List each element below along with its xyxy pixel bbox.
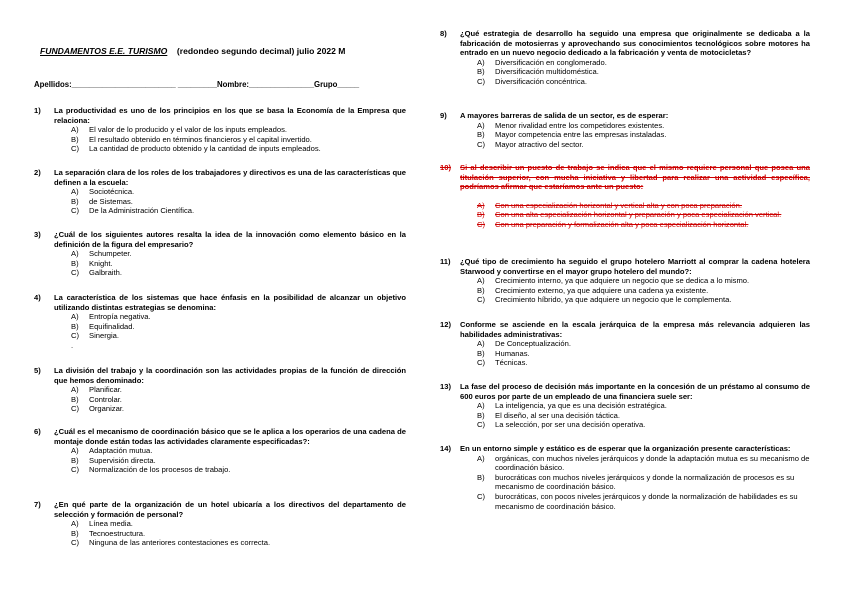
question-1 [34,106,406,154]
option-letter: B) [477,210,485,220]
question-5 [34,366,406,414]
option-text: La inteligencia, ya que es una decisión estratégica. [495,401,667,411]
option-text: El valor de lo producido y el valor de los inputs empleados. [89,125,287,135]
question-number: 6) [34,427,41,436]
option-text: Adaptación mutua. [89,446,153,456]
answer-option [71,322,406,332]
question-text: La característica de los sistemas que hace énfasis en la posibilidad de alcanzar un objetivo utilizando distintas estrategias se denomina: [54,293,406,312]
question-text: ¿Qué tipo de crecimiento ha seguido el grupo hotelero Marriott al comprar la cadena hotelera Starwood y convertirse en el mayor grupo hotelero del mundo?: [460,257,810,276]
option-text: Tecnoestructura. [89,528,146,538]
option-text: Técnicas. [495,358,528,368]
question-6 [34,427,406,475]
option-letter: C) [477,491,486,501]
answer-option [477,210,810,220]
option-letter: A) [477,339,485,349]
answer-option [477,77,810,87]
question-stem [440,111,810,121]
answer-option [477,286,810,296]
question-stem [34,168,406,187]
question-text: ¿Cuál es el mecanismo de coordinación básico que se le aplica a los operarios de una cadena de montaje donde están todas las actividades claramente especificadas?: [54,427,406,446]
student-fields: Apellidos:________________________ _________Nombre:_______________Grupo_____ [34,80,360,89]
option-text: Menor rivalidad entre los competidores existentes. [495,120,665,130]
question-10 [440,163,810,230]
answer-option [477,339,810,349]
question-text: La productividad es uno de los principios en los que se basa la Economía de la Empresa que relaciona: [54,106,406,125]
answer-option [71,268,406,278]
answer-option [477,121,810,131]
option-text: Mayor competencia entre las empresas instaladas. [495,130,667,140]
option-letter: A) [477,276,485,286]
option-text: Diversificación concéntrica. [495,76,588,86]
question-number: 8) [440,29,447,38]
option-letter: B) [477,67,485,77]
answer-option [71,331,406,341]
option-text: Equifinalidad. [89,321,135,331]
option-text: Diversificación multidoméstica. [495,67,599,77]
option-letter: A) [477,401,485,411]
answer-option [477,276,810,286]
option-letter: C) [71,538,80,548]
option-text: Diversificación en conglomerado. [495,57,607,67]
option-letter: C) [71,465,80,475]
question-11 [440,257,810,305]
question-stem [440,257,810,276]
question-stem [34,500,406,519]
option-letter: A) [477,453,485,463]
course-name: FUNDAMENTOS E.E. TURISMO [40,46,168,56]
option-text: Con una especialización horizontal y vertical alta y con poca preparación. [495,200,742,210]
question-text: Si al describir un puesto de trabajo se indica que el mismo requiere personal que posea una titulación superior, con mucha iniciativa y libertad para realizar una actividad específica, podríamos afirmar que estaríamos ante un puesto: [460,163,810,192]
option-text: Normalización de los procesos de trabajo. [89,465,231,475]
option-letter: C) [477,358,486,368]
option-text: burocráticas, con pocos niveles jerárquicos y donde la normalización de habilidades es su mecanismo de coordinación básico. [495,491,798,511]
exam-subtitle: (redondeo segundo decimal) julio 2022 M [176,46,346,56]
question-14 [440,444,810,511]
option-text: Línea media. [89,519,133,529]
option-text: Supervisión directa. [89,455,156,465]
answer-option [71,206,406,216]
option-letter: A) [71,385,79,395]
question-9 [440,111,810,149]
answer-option [71,395,406,405]
option-letter: B) [477,285,485,295]
question-stem [34,230,406,249]
option-letter: B) [71,196,79,206]
question-stem [34,106,406,125]
option-letter: B) [71,134,79,144]
option-text: Con una preparación y formalización alta y poca especialización horizontal. [495,219,749,229]
answer-option [477,401,810,411]
question-12 [440,320,810,368]
option-letter: B) [71,528,79,538]
answer-option [477,67,810,77]
option-text: Ninguna de las anteriores contestaciones es correcta. [89,538,271,548]
option-letter: C) [477,139,486,149]
answer-option [477,411,810,421]
answer-option [71,312,406,322]
question-stem [34,427,406,446]
option-letter: C) [71,331,80,341]
question-text: ¿Qué estrategia de desarrollo ha seguido una empresa que originalmente se dedicaba a la fabricación de motosierras y aprovechando sus conocimientos tecnológicos sobre motores ha entrado en un nuevo negocio dedicado a la fabricación y venta de motocicletas? [460,29,810,58]
question-stem [34,293,406,312]
question-number: 10) [440,163,451,172]
question-text: La separación clara de los roles de los trabajadores y directivos es una de las características que definen a la escuela: [54,168,407,187]
answer-option [477,140,810,150]
answer-option [477,454,810,473]
answer-option [71,446,406,456]
option-text: Schumpeter. [89,249,132,259]
option-text: El resultado obtenido en términos financieros y el capital invertido. [89,134,312,144]
option-letter: C) [477,420,486,430]
question-number: 3) [34,230,41,239]
option-letter: A) [477,57,485,67]
option-letter: C) [477,76,486,86]
answer-option [71,404,406,414]
option-text: Organizar. [89,404,125,414]
option-text: Crecimiento híbrido, ya que adquiere un negocio que le complementa. [495,295,732,305]
answer-option [71,456,406,466]
option-letter: B) [71,321,79,331]
answer-option [71,519,406,529]
question-3 [34,230,406,278]
question-stem [440,320,810,339]
question-number: 4) [34,293,41,302]
option-text: Sociotécnica. [89,187,135,197]
answer-option [477,473,810,492]
question-13 [440,382,810,430]
option-text: Entropía negativa. [89,312,151,322]
answer-option [477,420,810,430]
answer-option [477,349,810,359]
question-7 [34,500,406,548]
question-stem [440,163,810,192]
option-text: Knight. [89,258,113,268]
option-letter: C) [477,295,486,305]
question-text: En un entorno simple y estático es de esperar que la organización presente características: [460,444,791,453]
answer-option [71,249,406,259]
option-text: Con una alta especialización horizontal y preparación y poca especialización vertical. [495,210,782,220]
option-text: Controlar. [89,394,122,404]
option-letter: B) [71,394,79,404]
answer-option [71,144,406,154]
option-letter: A) [71,187,79,197]
question-4 [34,293,406,351]
question-number: 7) [34,500,41,509]
option-letter: C) [71,206,80,216]
option-letter: A) [71,125,79,135]
question-number: 13) [440,382,451,391]
option-text: orgánicas, con muchos niveles jerárquicos y donde la adaptación mutua es su mecanismo de coordinación básico. [495,453,810,473]
option-text: La cantidad de producto obtenido y la cantidad de inputs empleados. [89,144,321,154]
answer-option [71,125,406,135]
answer-option [477,201,810,211]
answer-option [477,130,810,140]
option-letter: B) [477,472,485,482]
answer-option [71,465,406,475]
option-text: de Sistemas. [89,196,133,206]
question-stem [440,444,810,454]
answer-option [71,135,406,145]
option-letter: C) [71,404,80,414]
question-stem [440,29,810,58]
option-letter: A) [71,519,79,529]
option-text: La selección, por ser una decisión operativa. [495,420,646,430]
question-number: 1) [34,106,41,115]
option-text: burocráticas con muchos niveles jerárquicos y donde la normalización de procesos es su mecanismo de coordinación básico. [495,472,795,492]
question-number: 5) [34,366,41,375]
question-2 [34,168,406,216]
option-letter: C) [71,144,80,154]
answer-option [477,358,810,368]
question-8 [440,29,810,87]
exam-title [40,46,345,56]
answer-option [71,197,406,207]
question-text: ¿En qué parte de la organización de un hotel ubicaría a los directivos del departamento de selección y formación de personal? [54,500,406,519]
option-text: De la Administración Científica. [89,206,195,216]
question-number: 14) [440,444,451,453]
option-text: Planificar. [89,385,122,395]
question-number: 2) [34,168,41,177]
answer-option [477,492,810,511]
question-text: La fase del proceso de decisión más importante en la concesión de un préstamo al consumo de 600 euros por parte de un empleado de una financiera suele ser: [460,382,810,401]
question-number: 9) [440,111,447,120]
option-letter: A) [71,312,79,322]
question-text: A mayores barreras de salida de un sector, es de esperar: [460,111,669,120]
option-letter: B) [477,348,485,358]
option-text: El diseño, al ser una decisión táctica. [495,410,620,420]
stray-dot: . [71,340,74,350]
option-text: Galbraith. [89,268,122,278]
option-letter: A) [71,249,79,259]
answer-option [71,538,406,548]
option-letter: B) [71,258,79,268]
option-letter: B) [477,410,485,420]
option-text: Crecimiento externo, ya que adquiere una cadena ya existente. [495,285,709,295]
question-number: 11) [440,257,451,266]
answer-option [71,529,406,539]
answer-option [477,58,810,68]
question-text: Conforme se asciende en la escala jerárquica de la empresa más relevancia adquieren las habilidades administrativas: [460,320,810,339]
option-text: De Conceptualización. [495,339,571,349]
answer-option [71,259,406,269]
option-letter: A) [71,446,79,456]
option-text: Crecimiento interno, ya que adquiere un negocio que se dedica a lo mismo. [495,276,750,286]
answer-option [71,385,406,395]
question-stem [34,366,406,385]
option-text: Humanas. [495,348,530,358]
question-text: La división del trabajo y la coordinación son las actividades propias de la función de dirección que hemos denominado: [54,366,406,385]
question-text: ¿Cuál de los siguientes autores resalta la idea de la innovación como elemento básico en la definición de la figura del empresario? [54,230,406,249]
answer-option [477,220,810,230]
question-stem [440,382,810,401]
option-letter: A) [477,200,485,210]
option-letter: A) [477,120,485,130]
question-number: 12) [440,320,451,329]
option-letter: B) [477,130,485,140]
option-letter: B) [71,455,79,465]
option-letter: C) [71,268,80,278]
answer-option [477,295,810,305]
option-letter: C) [477,219,486,229]
option-text: Sinergia. [89,331,119,341]
option-text: Mayor atractivo del sector. [495,139,584,149]
answer-option [71,187,406,197]
